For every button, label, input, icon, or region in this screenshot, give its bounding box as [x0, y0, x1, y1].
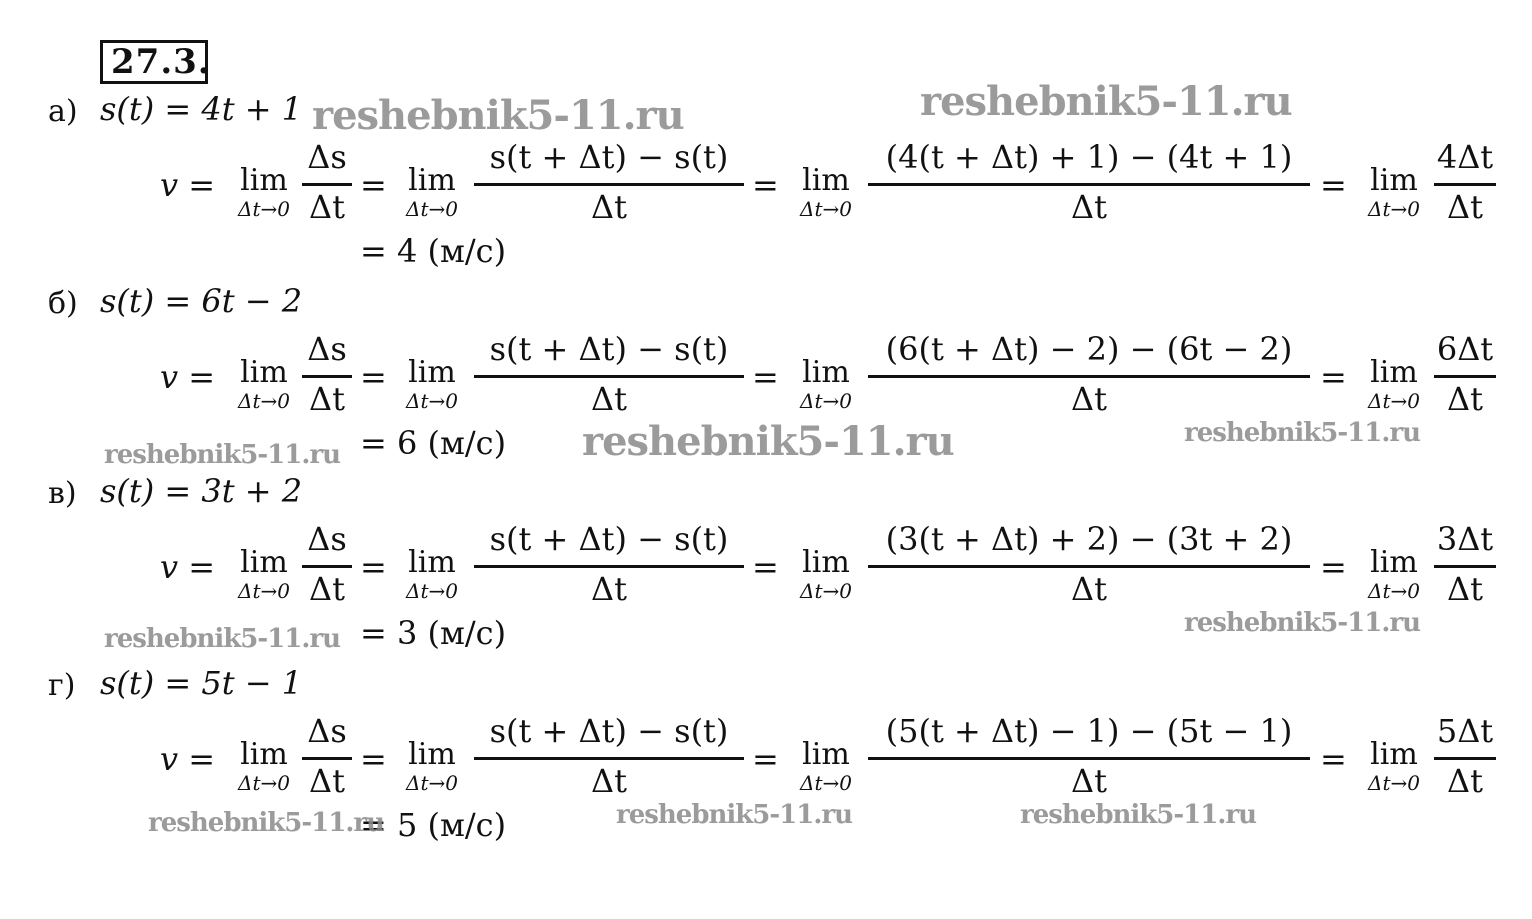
fraction-numerator: Δs — [307, 712, 347, 750]
fraction — [474, 330, 744, 430]
part-label: б) — [48, 286, 78, 321]
watermark: reshebnik5-11.ru — [1184, 418, 1421, 448]
limit-word: lim — [240, 737, 288, 772]
limit-subscript: Δt→0 — [800, 197, 852, 221]
limit-subscript: Δt→0 — [406, 197, 458, 221]
limit — [790, 738, 862, 794]
limit — [396, 546, 468, 602]
fraction-bar — [1434, 375, 1496, 378]
limit-subscript: Δt→0 — [1368, 389, 1420, 413]
fraction-denominator: Δt — [1447, 380, 1483, 418]
fraction-bar — [868, 183, 1310, 186]
fraction-denominator: Δt — [309, 762, 345, 800]
fraction-numerator: (4(t + Δt) + 1) − (4t + 1) — [885, 138, 1293, 176]
fraction-bar — [302, 565, 352, 568]
fraction — [302, 712, 352, 812]
equals-sign: = — [1320, 358, 1347, 396]
fraction — [1434, 712, 1496, 812]
limit-word: lim — [408, 163, 456, 198]
fraction — [1434, 138, 1496, 238]
limit-word: lim — [240, 545, 288, 580]
limit — [396, 738, 468, 794]
limit — [1358, 164, 1430, 220]
fraction-numerator: Δs — [307, 330, 347, 368]
watermark: reshebnik5-11.ru — [148, 808, 385, 838]
fraction-bar — [868, 375, 1310, 378]
watermark: reshebnik5-11.ru — [920, 78, 1292, 125]
fraction-numerator: s(t + Δt) − s(t) — [489, 712, 729, 750]
limit-word: lim — [1370, 737, 1418, 772]
fraction-denominator: Δt — [1447, 762, 1483, 800]
limit-subscript: Δt→0 — [800, 771, 852, 795]
equals-sign: = — [360, 548, 387, 586]
equals-sign: = — [360, 166, 387, 204]
fraction — [474, 520, 744, 620]
watermark: reshebnik5-11.ru — [616, 800, 853, 830]
watermark: reshebnik5-11.ru — [312, 92, 684, 139]
fraction-bar — [302, 183, 352, 186]
limit-word: lim — [408, 545, 456, 580]
fraction-numerator: (5(t + Δt) − 1) − (5t − 1) — [885, 712, 1293, 750]
fraction — [302, 330, 352, 430]
fraction-denominator: Δt — [1071, 188, 1107, 226]
limit-subscript: Δt→0 — [238, 771, 290, 795]
fraction-bar — [474, 375, 744, 378]
limit — [1358, 356, 1430, 412]
fraction-denominator: Δt — [1447, 188, 1483, 226]
fraction-numerator: (6(t + Δt) − 2) − (6t − 2) — [885, 330, 1293, 368]
problem-number: 27.3. — [100, 40, 208, 84]
limit-word: lim — [802, 545, 850, 580]
watermark: reshebnik5-11.ru — [1184, 608, 1421, 638]
equals-sign: = — [1320, 740, 1347, 778]
limit-subscript: Δt→0 — [1368, 771, 1420, 795]
limit-subscript: Δt→0 — [238, 197, 290, 221]
part-label: г) — [48, 668, 76, 703]
limit-word: lim — [802, 737, 850, 772]
limit-subscript: Δt→0 — [1368, 579, 1420, 603]
limit-word: lim — [1370, 355, 1418, 390]
fraction-bar — [302, 757, 352, 760]
fraction-bar — [1434, 565, 1496, 568]
part-equation: s(t) = 6t − 2 — [100, 282, 303, 320]
equals-sign: = — [1320, 166, 1347, 204]
limit — [790, 356, 862, 412]
fraction-numerator: s(t + Δt) − s(t) — [489, 520, 729, 558]
fraction-denominator: Δt — [1447, 570, 1483, 608]
equals-sign: = — [752, 166, 779, 204]
limit — [228, 164, 300, 220]
fraction-bar — [474, 565, 744, 568]
fraction-denominator: Δt — [1071, 762, 1107, 800]
part-label: в) — [48, 476, 77, 511]
fraction-denominator: Δt — [309, 188, 345, 226]
part-equation: s(t) = 3t + 2 — [100, 472, 303, 510]
equals-sign: = — [1320, 548, 1347, 586]
fraction-numerator: 5Δt — [1436, 712, 1494, 750]
part-label: а) — [48, 94, 78, 129]
velocity-result: = 6 (м/с) — [360, 424, 507, 462]
limit-subscript: Δt→0 — [800, 389, 852, 413]
fraction-numerator: Δs — [307, 520, 347, 558]
watermark: reshebnik5-11.ru — [582, 418, 954, 465]
equals-sign: = — [360, 740, 387, 778]
limit-word: lim — [408, 737, 456, 772]
limit — [790, 164, 862, 220]
limit-word: lim — [1370, 545, 1418, 580]
limit — [396, 356, 468, 412]
limit-word: lim — [408, 355, 456, 390]
velocity-result: = 5 (м/с) — [360, 806, 507, 844]
limit-subscript: Δt→0 — [1368, 197, 1420, 221]
velocity-label: v = — [160, 740, 216, 778]
limit — [228, 738, 300, 794]
fraction-numerator: 6Δt — [1436, 330, 1494, 368]
part-equation: s(t) = 4t + 1 — [100, 90, 303, 128]
limit — [1358, 738, 1430, 794]
fraction — [1434, 520, 1496, 620]
velocity-result: = 3 (м/с) — [360, 614, 507, 652]
fraction-bar — [474, 757, 744, 760]
equals-sign: = — [752, 740, 779, 778]
fraction — [302, 138, 352, 238]
fraction-bar — [302, 375, 352, 378]
fraction-denominator: Δt — [591, 380, 627, 418]
limit-subscript: Δt→0 — [406, 389, 458, 413]
fraction-numerator: (3(t + Δt) + 2) − (3t + 2) — [885, 520, 1293, 558]
fraction-bar — [868, 565, 1310, 568]
fraction-numerator: s(t + Δt) − s(t) — [489, 330, 729, 368]
limit — [790, 546, 862, 602]
limit-subscript: Δt→0 — [406, 579, 458, 603]
equals-sign: = — [360, 358, 387, 396]
fraction — [1434, 330, 1496, 430]
equals-sign: = — [752, 548, 779, 586]
limit-subscript: Δt→0 — [406, 771, 458, 795]
fraction-numerator: 3Δt — [1436, 520, 1494, 558]
velocity-result: = 4 (м/с) — [360, 232, 507, 270]
watermark: reshebnik5-11.ru — [104, 624, 341, 654]
fraction-denominator: Δt — [591, 762, 627, 800]
limit-subscript: Δt→0 — [238, 579, 290, 603]
fraction-denominator: Δt — [309, 380, 345, 418]
fraction — [868, 712, 1310, 812]
fraction-bar — [1434, 757, 1496, 760]
fraction — [868, 330, 1310, 430]
fraction-denominator: Δt — [309, 570, 345, 608]
fraction — [868, 520, 1310, 620]
limit-word: lim — [240, 163, 288, 198]
fraction-bar — [868, 757, 1310, 760]
limit — [1358, 546, 1430, 602]
part-equation: s(t) = 5t − 1 — [100, 664, 303, 702]
fraction — [474, 138, 744, 238]
velocity-label: v = — [160, 166, 216, 204]
fraction-denominator: Δt — [591, 570, 627, 608]
fraction — [868, 138, 1310, 238]
limit-subscript: Δt→0 — [238, 389, 290, 413]
limit-word: lim — [802, 355, 850, 390]
watermark: reshebnik5-11.ru — [104, 440, 341, 470]
limit — [396, 164, 468, 220]
limit-word: lim — [1370, 163, 1418, 198]
fraction-denominator: Δt — [1071, 570, 1107, 608]
limit-word: lim — [240, 355, 288, 390]
fraction — [474, 712, 744, 812]
limit — [228, 546, 300, 602]
fraction-bar — [1434, 183, 1496, 186]
fraction-numerator: s(t + Δt) − s(t) — [489, 138, 729, 176]
limit-subscript: Δt→0 — [800, 579, 852, 603]
limit-word: lim — [802, 163, 850, 198]
watermark: reshebnik5-11.ru — [1020, 800, 1257, 830]
velocity-label: v = — [160, 548, 216, 586]
fraction-denominator: Δt — [1071, 380, 1107, 418]
fraction-denominator: Δt — [591, 188, 627, 226]
limit — [228, 356, 300, 412]
velocity-label: v = — [160, 358, 216, 396]
fraction — [302, 520, 352, 620]
equals-sign: = — [752, 358, 779, 396]
fraction-numerator: 4Δt — [1436, 138, 1494, 176]
fraction-numerator: Δs — [307, 138, 347, 176]
fraction-bar — [474, 183, 744, 186]
